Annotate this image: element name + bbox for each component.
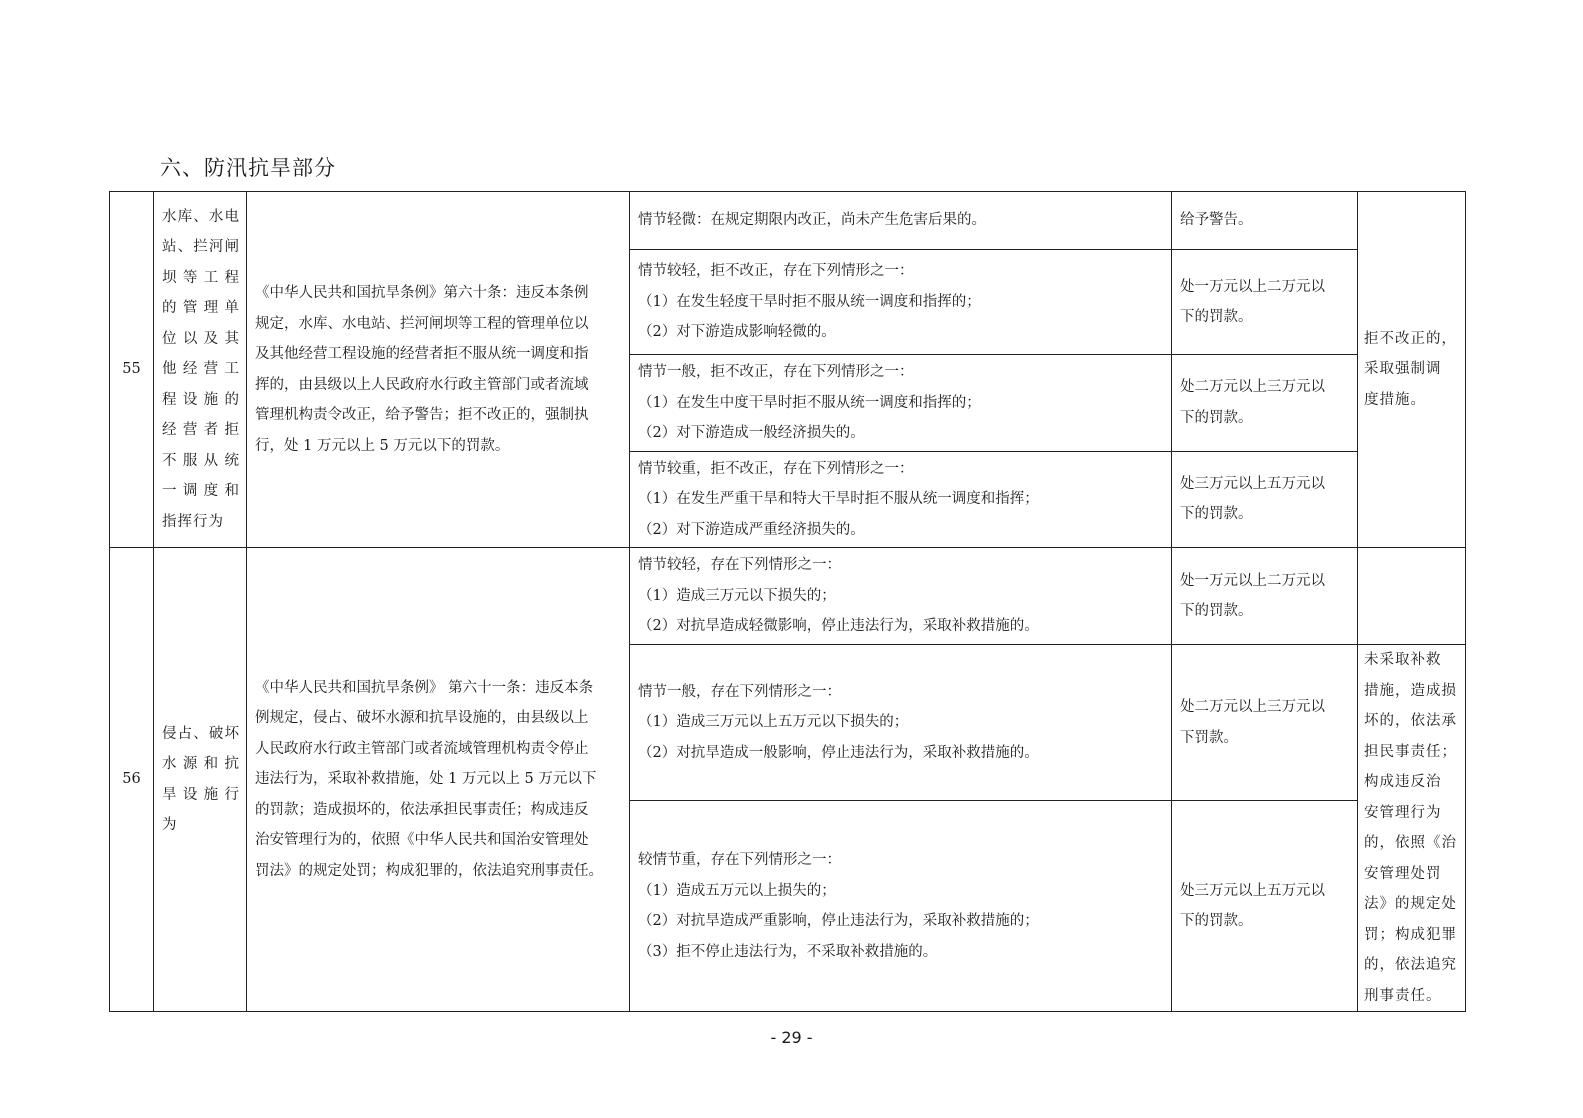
remark-cell-empty: [1358, 548, 1466, 645]
penalty-cell: [1172, 451, 1358, 548]
text-line: 站、拦河闸: [162, 239, 240, 256]
penalty-cell: [1172, 192, 1358, 250]
text-line: 的，依照《治: [1364, 835, 1457, 851]
text-line: 度措施。: [1364, 391, 1426, 408]
text-line: 位以及其: [162, 330, 240, 347]
situation-cell: [630, 801, 1172, 1012]
table-row: [110, 192, 1466, 250]
text-line: （3）拒不停止违法行为，不采取补救措施的。: [638, 943, 938, 960]
text-line: 安管理处罚: [1364, 865, 1442, 882]
behavior-cell: [154, 192, 247, 548]
text-line: 处二万元以上三万元以: [1180, 699, 1325, 716]
basis-text: [247, 278, 629, 461]
text-line: 管理机构责令改正，给予警告；拒不改正的，强制执: [255, 407, 589, 423]
penalty-cell: [1172, 250, 1358, 355]
text-line: 指挥行为: [162, 513, 224, 530]
text-line: （2）对下游造成影响轻微的。: [638, 324, 836, 341]
text-line: 下的罚款。: [1180, 409, 1253, 426]
situation-cell: [630, 250, 1172, 355]
text-line: 处二万元以上三万元以: [1180, 379, 1325, 396]
text-line: （1）在发生中度干旱时拒不服从统一调度和指挥的；: [638, 394, 981, 411]
page-number: - 29 -: [770, 1028, 813, 1047]
text-line: 采取强制调: [1364, 361, 1442, 378]
situation-cell: [630, 355, 1172, 452]
text-line: 法》的规定处: [1364, 896, 1457, 912]
text-line: 经营者拒: [162, 422, 240, 439]
text-line: 侵占、破坏: [162, 725, 240, 742]
penalty-cell: [1172, 645, 1358, 801]
behavior-cell: [154, 548, 247, 1012]
text-line: 下的罚款。: [1180, 309, 1253, 325]
text-line: 为: [162, 817, 178, 833]
text-line: 下罚款。: [1180, 729, 1238, 746]
text-line: （2）对抗旱造成轻微影响，停止违法行为，采取补救措施的。: [638, 618, 1039, 635]
text-line: 情节较轻，拒不改正，存在下列情形之一：: [638, 263, 914, 280]
situation-cell: [630, 451, 1172, 548]
text-line: 下的罚款。: [1180, 913, 1253, 930]
text-line: 的，依法追究: [1364, 957, 1457, 973]
penalty-table: [109, 191, 1466, 1012]
row-number: 56: [110, 548, 154, 1012]
text-line: 情节较重，拒不改正，存在下列情形之一：: [638, 460, 914, 477]
text-line: 水库、水电: [162, 208, 240, 225]
text-line: 安管理行为: [1364, 804, 1442, 821]
text-line: 挥的，由县级以上人民政府水行政主管部门或者流域: [255, 376, 589, 393]
text-line: 水源和抗: [162, 756, 240, 772]
text-line: 构成违反治: [1364, 774, 1442, 790]
text-line: 处三万元以上五万元以: [1180, 475, 1325, 492]
text-line: 担民事责任；: [1364, 743, 1457, 760]
text-line: （2）对抗旱造成严重影响，停止违法行为，采取补救措施的；: [638, 913, 1039, 930]
text-line: （1）在发生严重干旱和特大干旱时拒不服从统一调度和指挥；: [638, 491, 1039, 507]
text-line: （1）在发生轻度干旱时拒不服从统一调度和指挥的；: [638, 293, 981, 310]
text-line: （2）对下游造成严重经济损失的。: [638, 521, 865, 538]
text-line: 例规定，侵占、破坏水源和抗旱设施的，由县级以上: [255, 710, 589, 727]
text-line: 罚；构成犯罪: [1364, 926, 1457, 943]
situation-cell: [630, 192, 1172, 250]
situation-cell: [630, 548, 1172, 645]
behavior-text: [154, 202, 246, 538]
penalty-cell: [1172, 548, 1358, 645]
text-line: （1）造成三万元以上五万元以下损失的；: [638, 714, 909, 731]
text-line: 《中华人民共和国抗旱条例》第六十条：违反本条例: [255, 285, 589, 301]
text-line: 情节轻微：在规定期限内改正，尚未产生危害后果的。: [638, 212, 986, 229]
basis-cell: [247, 192, 630, 548]
basis-cell: [247, 548, 630, 1012]
text-line: 处一万元以上二万元以: [1180, 572, 1325, 589]
text-line: 较情节重，存在下列情形之一：: [638, 852, 841, 869]
text-line: 人民政府水行政主管部门或者流域管理机构责令停止: [255, 740, 589, 757]
text-line: 情节较轻，存在下列情形之一：: [638, 557, 841, 574]
text-line: 及其他经营工程设施的经营者拒不服从统一调度和指: [255, 346, 589, 362]
text-line: 一调度和: [162, 483, 240, 500]
text-line: 坝等工程: [162, 269, 240, 286]
text-line: 下的罚款。: [1180, 603, 1253, 619]
text-line: （2）对下游造成一般经济损失的。: [638, 425, 865, 441]
text-line: 的罚款；造成损坏的，依法承担民事责任；构成违反: [255, 801, 589, 818]
text-line: 行，处 1 万元以上 5 万元以下的罚款。: [255, 437, 510, 454]
text-line: 罚法》的规定处罚；构成犯罪的，依法追究刑事责任。: [255, 862, 603, 879]
section-title: 六、防汛抗旱部分: [160, 156, 336, 180]
text-line: 下的罚款。: [1180, 506, 1253, 523]
text-line: 刑事责任。: [1364, 987, 1442, 1004]
basis-text: [247, 673, 629, 887]
text-line: 情节一般，存在下列情形之一：: [638, 683, 841, 700]
text-line: 他经营工: [162, 361, 240, 378]
text-line: （1）造成五万元以上损失的；: [638, 882, 836, 899]
text-line: 程设施的: [162, 391, 240, 408]
text-line: 给予警告。: [1180, 212, 1253, 229]
text-line: 拒不改正的，: [1364, 330, 1457, 347]
text-line: 措施，造成损: [1364, 682, 1457, 699]
text-line: 不服从统: [162, 452, 240, 469]
remark-cell: [1358, 645, 1466, 1012]
remark-cell: [1358, 192, 1466, 548]
text-line: 情节一般，拒不改正，存在下列情形之一：: [638, 364, 914, 380]
text-line: 未采取补救: [1364, 652, 1442, 668]
penalty-cell: [1172, 355, 1358, 452]
text-line: 的管理单: [162, 300, 240, 317]
text-line: 旱设施行: [162, 786, 240, 803]
table-row: [110, 548, 1466, 645]
text-line: 治安管理行为的，依照《中华人民共和国治安管理处: [255, 832, 589, 849]
text-line: 处三万元以上五万元以: [1180, 882, 1325, 899]
penalty-cell: [1172, 801, 1358, 1012]
behavior-text: [154, 719, 246, 841]
text-line: 《中华人民共和国抗旱条例》 第六十一条：违反本条: [255, 679, 594, 696]
text-line: （1）造成三万元以下损失的；: [638, 587, 836, 604]
text-line: 处一万元以上二万元以: [1180, 278, 1325, 295]
text-line: （2）对抗旱造成一般影响，停止违法行为，采取补救措施的。: [638, 744, 1039, 761]
row-number: 55: [110, 192, 154, 548]
text-line: 规定，水库、水电站、拦河闸坝等工程的管理单位以: [255, 315, 589, 332]
text-line: 坏的，依法承: [1364, 713, 1457, 729]
situation-cell: [630, 645, 1172, 801]
text-line: 违法行为，采取补救措施，处 1 万元以上 5 万元以下: [255, 771, 597, 788]
